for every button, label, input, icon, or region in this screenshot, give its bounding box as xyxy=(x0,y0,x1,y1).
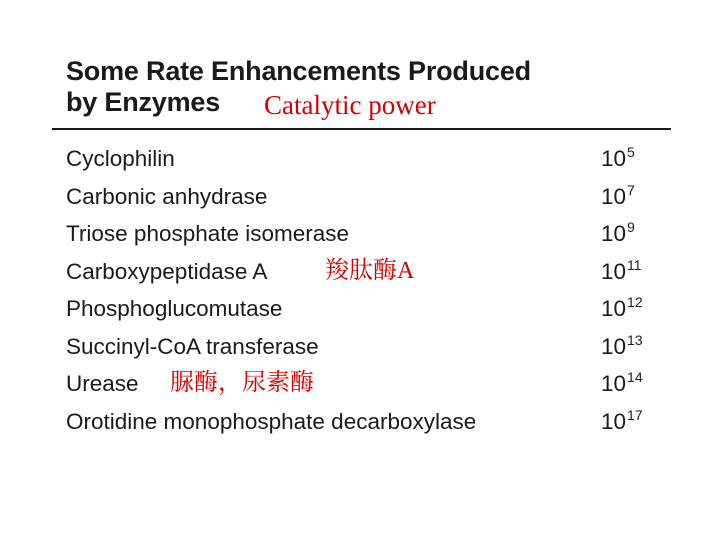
rate-exponent: 7 xyxy=(627,181,635,198)
enzyme-name: Cyclophilin xyxy=(66,146,175,171)
rate-base: 10 xyxy=(601,333,627,359)
rate-enhancement xyxy=(601,253,642,291)
rate-exponent: 12 xyxy=(627,294,643,310)
table-row xyxy=(66,215,676,253)
rate-base: 10 xyxy=(601,371,627,396)
rate-base: 10 xyxy=(601,296,627,321)
table-row xyxy=(66,328,676,366)
table-title-line-1: Some Rate Enhancements Produced xyxy=(66,56,531,86)
rate-exponent: 11 xyxy=(627,256,642,273)
rate-enhancement xyxy=(601,140,635,178)
rate-base: 10 xyxy=(601,408,627,434)
rate-exponent: 13 xyxy=(627,331,643,348)
enzyme-name: Succinyl-CoA transferase xyxy=(66,333,319,359)
rate-enhancement xyxy=(601,215,635,253)
enzyme-name: Phosphoglucomutase xyxy=(66,296,283,321)
enzyme-annotation: 羧肽酶A xyxy=(325,257,415,284)
table-row xyxy=(66,365,676,403)
catalytic-power-annotation: Catalytic power xyxy=(264,90,436,120)
rate-exponent: 9 xyxy=(627,219,635,235)
rate-base: 10 xyxy=(601,146,627,171)
enzyme-name: Carbonic anhydrase xyxy=(66,183,268,209)
enzyme-name: Triose phosphate isomerase xyxy=(66,221,350,246)
table-row xyxy=(66,290,676,328)
rate-base: 10 xyxy=(601,221,627,246)
enzyme-table xyxy=(66,140,676,440)
header-divider xyxy=(52,128,671,130)
enzyme-annotation: 脲酶，尿素酶 xyxy=(170,370,314,396)
enzyme-name: Orotidine monophosphate decarboxylase xyxy=(66,408,477,434)
rate-enhancement xyxy=(601,403,643,441)
rate-enhancement xyxy=(601,178,635,216)
rate-exponent: 17 xyxy=(627,406,643,423)
rate-enhancement xyxy=(601,365,643,403)
rate-exponent: 5 xyxy=(627,144,635,160)
rate-enhancement xyxy=(601,290,643,328)
enzyme-name: Carboxypeptidase A xyxy=(66,258,268,284)
rate-base: 10 xyxy=(601,183,627,209)
rate-enhancement xyxy=(601,328,643,366)
enzyme-name: Urease xyxy=(66,371,139,396)
table-row xyxy=(66,403,676,441)
table-title-line-2: by Enzymes xyxy=(66,87,221,117)
rate-base: 10 xyxy=(601,258,627,284)
table-row xyxy=(66,178,676,216)
rate-exponent: 14 xyxy=(627,369,643,385)
table-row xyxy=(66,253,676,291)
table-row xyxy=(66,140,676,178)
